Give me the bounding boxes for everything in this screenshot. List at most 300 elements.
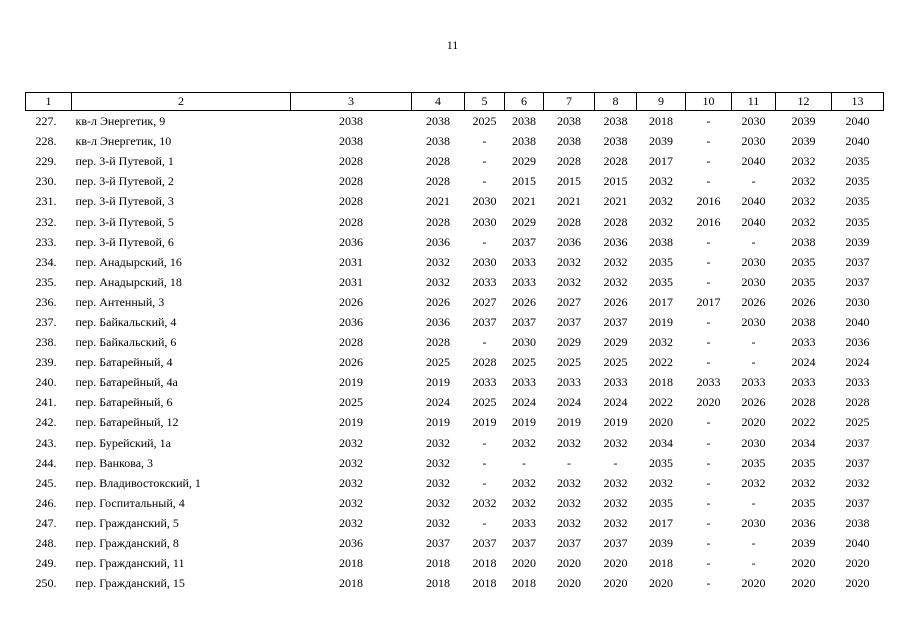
year-cell: 2028: [603, 154, 628, 169]
year-cell: 2032: [426, 495, 450, 510]
year-cell: 2037: [512, 536, 536, 551]
year-cell: 2024: [845, 355, 870, 370]
year-cell: -: [751, 335, 756, 350]
year-cell: 2033: [512, 274, 536, 289]
year-cell: 2021: [512, 194, 536, 209]
schedule-table: [25, 92, 884, 593]
year-cell: -: [751, 174, 756, 189]
year-cell: -: [482, 515, 487, 530]
year-cell: 2035: [791, 495, 816, 510]
year-cell: 2026: [603, 294, 628, 309]
year-cell: 2026: [339, 355, 363, 370]
row-number: 233.: [35, 234, 57, 249]
year-cell: 2022: [791, 415, 816, 430]
address-cell: пер. Антенный, 3: [75, 294, 165, 309]
year-cell: 2031: [339, 274, 363, 289]
year-cell: 2035: [791, 254, 816, 269]
year-cell: 2040: [741, 154, 766, 169]
address-cell: пер. Анадырский, 18: [75, 274, 182, 289]
year-cell: 2032: [426, 274, 450, 289]
year-cell: -: [751, 536, 756, 551]
year-cell: 2018: [472, 556, 497, 571]
year-cell: 2017: [649, 154, 673, 169]
year-cell: 2038: [791, 314, 816, 329]
table-row: [26, 131, 884, 151]
year-cell: 2040: [741, 214, 766, 229]
year-cell: -: [482, 475, 487, 490]
year-cell: 2032: [649, 174, 673, 189]
year-cell: 2024: [426, 395, 450, 410]
year-cell: 2029: [512, 154, 536, 169]
year-cell: 2037: [845, 254, 870, 269]
table-row: [26, 473, 884, 493]
year-cell: -: [706, 234, 711, 249]
year-cell: 2020: [603, 556, 628, 571]
year-cell: 2018: [472, 576, 497, 591]
year-cell: 2027: [472, 294, 497, 309]
row-number: 248.: [35, 536, 57, 551]
year-cell: 2020: [512, 556, 536, 571]
year-cell: 2036: [791, 515, 816, 530]
year-cell: 2025: [845, 415, 870, 430]
address-cell: пер. 3-й Путевой, 3: [75, 194, 174, 209]
year-cell: 2028: [339, 214, 363, 229]
year-cell: 2030: [512, 335, 536, 350]
year-cell: 2039: [649, 536, 673, 551]
year-cell: 2037: [845, 274, 870, 289]
year-cell: 2036: [603, 234, 628, 249]
year-cell: 2028: [339, 194, 363, 209]
year-cell: 2025: [339, 395, 363, 410]
year-cell: 2028: [426, 154, 450, 169]
year-cell: 2033: [512, 375, 536, 390]
year-cell: 2028: [339, 335, 363, 350]
row-number: 235.: [35, 274, 57, 289]
address-cell: пер. Госпитальный, 4: [75, 495, 185, 510]
year-cell: 2033: [791, 375, 816, 390]
year-cell: 2018: [649, 556, 673, 571]
year-cell: 2020: [741, 415, 766, 430]
year-cell: -: [706, 455, 711, 470]
table-row: [26, 573, 884, 593]
year-cell: 2032: [557, 435, 581, 450]
year-cell: -: [706, 154, 711, 169]
year-cell: -: [706, 174, 711, 189]
year-cell: 2036: [426, 234, 450, 249]
table-row: [26, 433, 884, 453]
year-cell: 2035: [649, 274, 673, 289]
year-cell: 2025: [426, 355, 450, 370]
year-cell: 2018: [339, 556, 363, 571]
year-cell: -: [567, 455, 571, 470]
column-header: 3: [291, 93, 412, 111]
year-cell: 2032: [426, 475, 450, 490]
row-number: 231.: [35, 194, 57, 209]
row-number: 239.: [35, 355, 57, 370]
year-cell: 2033: [557, 375, 581, 390]
year-cell: 2024: [557, 395, 581, 410]
address-cell: пер. Владивостокский, 1: [75, 475, 201, 490]
address-cell: пер. Батарейный, 12: [75, 415, 179, 430]
year-cell: 2032: [791, 154, 816, 169]
address-cell: пер. 3-й Путевой, 1: [75, 154, 174, 169]
address-cell: пер. Гражданский, 8: [75, 536, 179, 551]
year-cell: 2032: [791, 475, 816, 490]
year-cell: 2033: [741, 375, 766, 390]
row-number: 245.: [35, 475, 57, 490]
year-cell: 2025: [512, 355, 536, 370]
year-cell: 2028: [339, 174, 363, 189]
year-cell: 2040: [845, 134, 870, 149]
year-cell: -: [706, 435, 711, 450]
year-cell: -: [706, 314, 711, 329]
address-cell: пер. 3-й Путевой, 2: [75, 174, 174, 189]
year-cell: 2036: [339, 234, 363, 249]
row-number: 249.: [35, 556, 57, 571]
year-cell: 2026: [741, 294, 766, 309]
year-cell: 2026: [426, 294, 450, 309]
column-header: 4: [412, 93, 465, 111]
table-row: [26, 513, 884, 533]
year-cell: -: [522, 455, 526, 470]
year-cell: 2040: [741, 194, 766, 209]
year-cell: 2025: [472, 395, 497, 410]
year-cell: 2019: [339, 415, 363, 430]
year-cell: -: [482, 154, 487, 169]
year-cell: 2016: [696, 214, 721, 229]
year-cell: 2028: [339, 154, 363, 169]
year-cell: 2032: [649, 475, 673, 490]
table-row: [26, 533, 884, 553]
year-cell: 2024: [512, 395, 536, 410]
year-cell: 2020: [741, 576, 766, 591]
year-cell: 2034: [649, 435, 673, 450]
year-cell: 2032: [557, 515, 581, 530]
table-row: [26, 111, 884, 132]
year-cell: 2019: [557, 415, 581, 430]
year-cell: 2032: [339, 475, 363, 490]
year-cell: 2035: [845, 194, 870, 209]
year-cell: -: [706, 515, 711, 530]
year-cell: 2020: [845, 556, 870, 571]
year-cell: 2032: [791, 214, 816, 229]
column-header: 10: [686, 93, 732, 111]
page-number: 11: [446, 38, 459, 52]
year-cell: 2026: [741, 395, 766, 410]
year-cell: -: [706, 556, 711, 571]
year-cell: 2032: [557, 254, 581, 269]
year-cell: 2017: [696, 294, 721, 309]
table-row: [26, 312, 884, 332]
year-cell: 2015: [557, 174, 581, 189]
year-cell: -: [706, 134, 711, 149]
year-cell: 2032: [649, 194, 673, 209]
year-cell: 2033: [845, 375, 870, 390]
address-cell: пер. Батарейный, 4: [75, 355, 173, 370]
year-cell: 2018: [339, 576, 363, 591]
year-cell: 2019: [339, 375, 363, 390]
year-cell: 2033: [472, 274, 497, 289]
address-cell: пер. Ванкова, 3: [75, 455, 154, 470]
year-cell: 2032: [603, 435, 628, 450]
year-cell: -: [706, 495, 711, 510]
header-row: [26, 93, 884, 111]
row-number: 237.: [35, 314, 57, 329]
row-number: 232.: [35, 214, 57, 229]
year-cell: 2019: [512, 415, 536, 430]
row-number: 243.: [35, 435, 57, 450]
year-cell: 2035: [649, 455, 673, 470]
column-header: 8: [595, 93, 637, 111]
address-cell: пер. Байкальский, 4: [75, 314, 177, 329]
year-cell: 2035: [845, 174, 870, 189]
column-header: 1: [26, 93, 72, 111]
year-cell: 2038: [845, 515, 870, 530]
year-cell: 2032: [603, 274, 628, 289]
year-cell: 2038: [557, 134, 581, 149]
year-cell: 2030: [741, 435, 766, 450]
table-row: [26, 191, 884, 211]
address-cell: кв-л Энергетик, 10: [75, 134, 172, 149]
year-cell: 2028: [791, 395, 816, 410]
year-cell: 2030: [741, 314, 766, 329]
table-row: [26, 392, 884, 412]
year-cell: 2026: [512, 294, 536, 309]
row-number: 247.: [35, 515, 57, 530]
year-cell: 2035: [845, 214, 870, 229]
year-cell: 2037: [512, 314, 536, 329]
year-cell: -: [482, 335, 487, 350]
year-cell: -: [706, 576, 711, 591]
year-cell: 2020: [603, 576, 628, 591]
year-cell: 2028: [557, 214, 581, 229]
year-cell: 2029: [512, 214, 536, 229]
row-number: 250.: [35, 576, 57, 591]
year-cell: 2020: [649, 576, 673, 591]
year-cell: 2019: [472, 415, 497, 430]
year-cell: 2018: [512, 576, 536, 591]
year-cell: 2032: [557, 495, 581, 510]
column-header: 2: [72, 93, 291, 111]
year-cell: 2037: [426, 536, 450, 551]
year-cell: 2030: [741, 134, 766, 149]
year-cell: 2034: [791, 435, 816, 450]
year-cell: 2028: [603, 214, 628, 229]
year-cell: 2018: [426, 556, 450, 571]
year-cell: 2022: [649, 395, 673, 410]
year-cell: 2037: [845, 455, 870, 470]
row-number: 228.: [35, 134, 57, 149]
year-cell: 2033: [472, 375, 497, 390]
table-row: [26, 412, 884, 432]
year-cell: 2035: [845, 154, 870, 169]
address-cell: пер. Бурейский, 1а: [75, 435, 171, 450]
year-cell: 2028: [426, 214, 450, 229]
address-cell: пер. Батарейный, 4а: [75, 375, 178, 390]
row-number: 227.: [35, 114, 57, 129]
column-header: 7: [544, 93, 595, 111]
address-cell: кв-л Энергетик, 9: [75, 114, 166, 129]
year-cell: 2020: [649, 415, 673, 430]
address-cell: пер. Гражданский, 5: [75, 515, 179, 530]
year-cell: 2021: [603, 194, 628, 209]
year-cell: 2038: [603, 114, 628, 129]
year-cell: 2020: [696, 395, 721, 410]
year-cell: 2040: [845, 314, 870, 329]
year-cell: -: [706, 355, 711, 370]
year-cell: 2035: [791, 455, 816, 470]
year-cell: -: [751, 556, 756, 571]
year-cell: 2039: [791, 134, 816, 149]
year-cell: 2037: [472, 536, 497, 551]
year-cell: 2021: [557, 194, 581, 209]
year-cell: 2019: [426, 375, 450, 390]
year-cell: 2032: [791, 194, 816, 209]
row-number: 236.: [35, 294, 57, 309]
year-cell: -: [482, 134, 487, 149]
column-header: 12: [776, 93, 832, 111]
table-row: [26, 272, 884, 292]
table-row: [26, 493, 884, 513]
year-cell: 2020: [557, 576, 581, 591]
column-header: 9: [637, 93, 686, 111]
row-number: 238.: [35, 335, 57, 350]
year-cell: 2038: [339, 114, 363, 129]
year-cell: 2027: [557, 294, 581, 309]
year-cell: 2020: [845, 576, 870, 591]
address-cell: пер. 3-й Путевой, 6: [75, 234, 174, 249]
year-cell: 2032: [649, 335, 673, 350]
year-cell: -: [482, 435, 487, 450]
year-cell: -: [613, 455, 618, 470]
year-cell: 2019: [649, 314, 673, 329]
year-cell: 2035: [741, 455, 766, 470]
table-row: [26, 453, 884, 473]
year-cell: 2032: [603, 495, 628, 510]
year-cell: -: [706, 254, 711, 269]
table-row: [26, 553, 884, 573]
year-cell: 2032: [512, 435, 536, 450]
year-cell: 2035: [649, 495, 673, 510]
column-header: 6: [505, 93, 544, 111]
year-cell: 2028: [472, 355, 497, 370]
year-cell: 2021: [426, 194, 450, 209]
year-cell: 2030: [741, 274, 766, 289]
year-cell: 2037: [472, 314, 497, 329]
year-cell: 2032: [603, 515, 628, 530]
year-cell: 2028: [426, 174, 450, 189]
year-cell: 2019: [603, 415, 628, 430]
year-cell: 2018: [426, 576, 450, 591]
year-cell: 2020: [791, 576, 816, 591]
year-cell: 2032: [426, 254, 450, 269]
year-cell: 2024: [603, 395, 628, 410]
year-cell: 2030: [741, 114, 766, 129]
year-cell: 2039: [791, 536, 816, 551]
year-cell: -: [706, 475, 711, 490]
year-cell: 2022: [649, 355, 673, 370]
year-cell: 2038: [512, 134, 536, 149]
row-number: 234.: [35, 254, 57, 269]
row-number: 242.: [35, 415, 57, 430]
year-cell: 2038: [426, 134, 450, 149]
year-cell: 2035: [649, 254, 673, 269]
row-number: 240.: [35, 375, 57, 390]
year-cell: -: [482, 174, 487, 189]
year-cell: 2032: [845, 475, 870, 490]
year-cell: 2026: [791, 294, 816, 309]
table-row: [26, 252, 884, 272]
year-cell: 2039: [791, 114, 816, 129]
year-cell: 2037: [603, 536, 628, 551]
address-cell: пер. Гражданский, 15: [75, 576, 185, 591]
year-cell: 2020: [791, 556, 816, 571]
year-cell: 2017: [649, 515, 673, 530]
table-row: [26, 352, 884, 372]
year-cell: 2039: [649, 134, 673, 149]
row-number: 244.: [35, 455, 57, 470]
year-cell: 2032: [649, 214, 673, 229]
year-cell: 2032: [339, 495, 363, 510]
year-cell: 2030: [741, 515, 766, 530]
year-cell: 2032: [557, 274, 581, 289]
table-row: [26, 292, 884, 312]
year-cell: 2018: [649, 375, 673, 390]
table-row: [26, 372, 884, 392]
year-cell: 2032: [791, 174, 816, 189]
year-cell: 2024: [791, 355, 816, 370]
year-cell: 2033: [512, 515, 536, 530]
year-cell: 2033: [603, 375, 628, 390]
year-cell: 2037: [845, 495, 870, 510]
table-row: [26, 332, 884, 352]
year-cell: -: [751, 234, 756, 249]
year-cell: 2026: [339, 294, 363, 309]
table-row: [26, 211, 884, 231]
year-cell: 2040: [845, 536, 870, 551]
row-number: 241.: [35, 395, 57, 410]
year-cell: 2020: [557, 556, 581, 571]
year-cell: 2038: [791, 234, 816, 249]
column-header: 11: [732, 93, 776, 111]
year-cell: 2032: [426, 515, 450, 530]
year-cell: 2038: [557, 114, 581, 129]
year-cell: 2030: [472, 214, 497, 229]
year-cell: 2030: [472, 254, 497, 269]
year-cell: 2036: [426, 314, 450, 329]
year-cell: -: [706, 274, 711, 289]
year-cell: 2017: [649, 294, 673, 309]
year-cell: 2036: [339, 314, 363, 329]
year-cell: 2036: [339, 536, 363, 551]
year-cell: 2038: [603, 134, 628, 149]
year-cell: 2032: [512, 495, 536, 510]
column-header: 13: [832, 93, 884, 111]
table-row: [26, 171, 884, 191]
address-cell: пер. Гражданский, 11: [75, 556, 185, 571]
year-cell: 2028: [845, 395, 870, 410]
address-cell: пер. Байкальский, 6: [75, 335, 177, 350]
year-cell: 2035: [791, 274, 816, 289]
table-body: [26, 111, 884, 594]
year-cell: 2033: [791, 335, 816, 350]
year-cell: 2025: [472, 114, 497, 129]
column-header: 5: [465, 93, 505, 111]
year-cell: 2025: [557, 355, 581, 370]
year-cell: -: [482, 455, 487, 470]
year-cell: 2015: [603, 174, 628, 189]
year-cell: -: [482, 234, 487, 249]
